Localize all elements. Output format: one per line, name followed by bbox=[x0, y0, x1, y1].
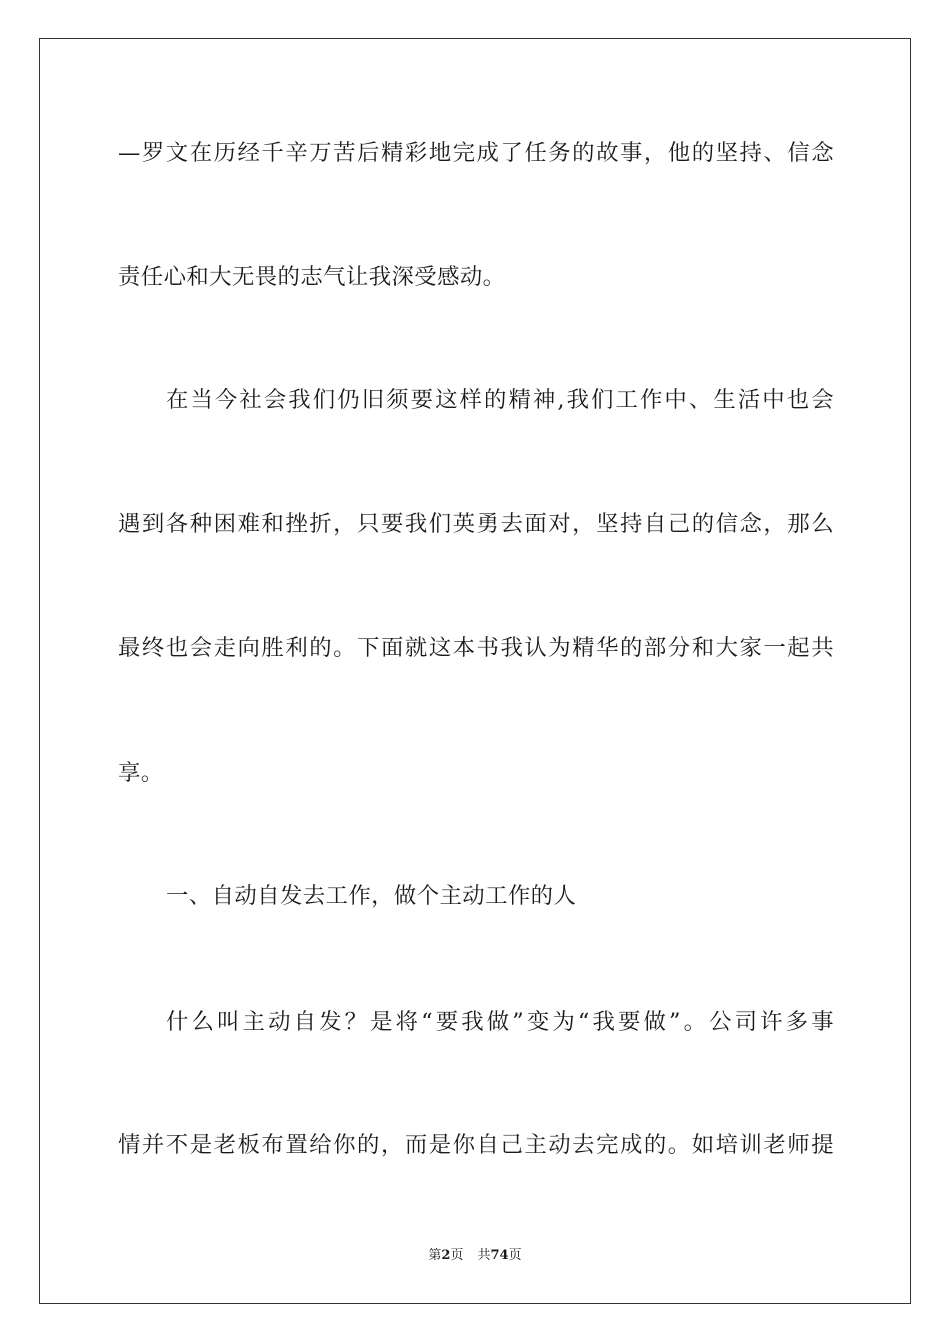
section-heading: 一、自动自发去工作，做个主动工作的人 bbox=[166, 883, 577, 909]
footer-page-prefix: 第 bbox=[428, 1248, 442, 1263]
page-footer bbox=[0, 1244, 950, 1263]
footer-total-prefix: 共 bbox=[477, 1248, 491, 1263]
text-line-6: 享。 bbox=[118, 760, 164, 786]
page-frame bbox=[39, 38, 911, 1304]
footer-total-suffix: 页 bbox=[508, 1248, 522, 1263]
footer-total-pages: 74 bbox=[490, 1248, 509, 1263]
text-line-3: 在当今社会我们仍旧须要这样的精神,我们工作中、生活中也会 bbox=[166, 387, 834, 413]
text-line-4: 遇到各种困难和挫折，只要我们英勇去面对，坚持自己的信念，那么 bbox=[118, 511, 834, 537]
text-line-8: 什么叫主动自发？是将“要我做”变为“我要做”。公司许多事 bbox=[166, 1009, 834, 1035]
text-line-5: 最终也会走向胜利的。下面就这本书我认为精华的部分和大家一起共 bbox=[118, 635, 834, 661]
text-line-2: 责任心和大无畏的志气让我深受感动。 bbox=[118, 264, 506, 290]
text-line-9: 情并不是老板布置给你的，而是你自己主动去完成的。如培训老师提 bbox=[118, 1132, 834, 1158]
text-line-1: —罗文在历经千辛万苦后精彩地完成了任务的故事，他的坚持、信念 bbox=[118, 140, 834, 166]
footer-page-number: 2 bbox=[441, 1248, 451, 1263]
footer-page-suffix: 页 bbox=[450, 1248, 464, 1263]
